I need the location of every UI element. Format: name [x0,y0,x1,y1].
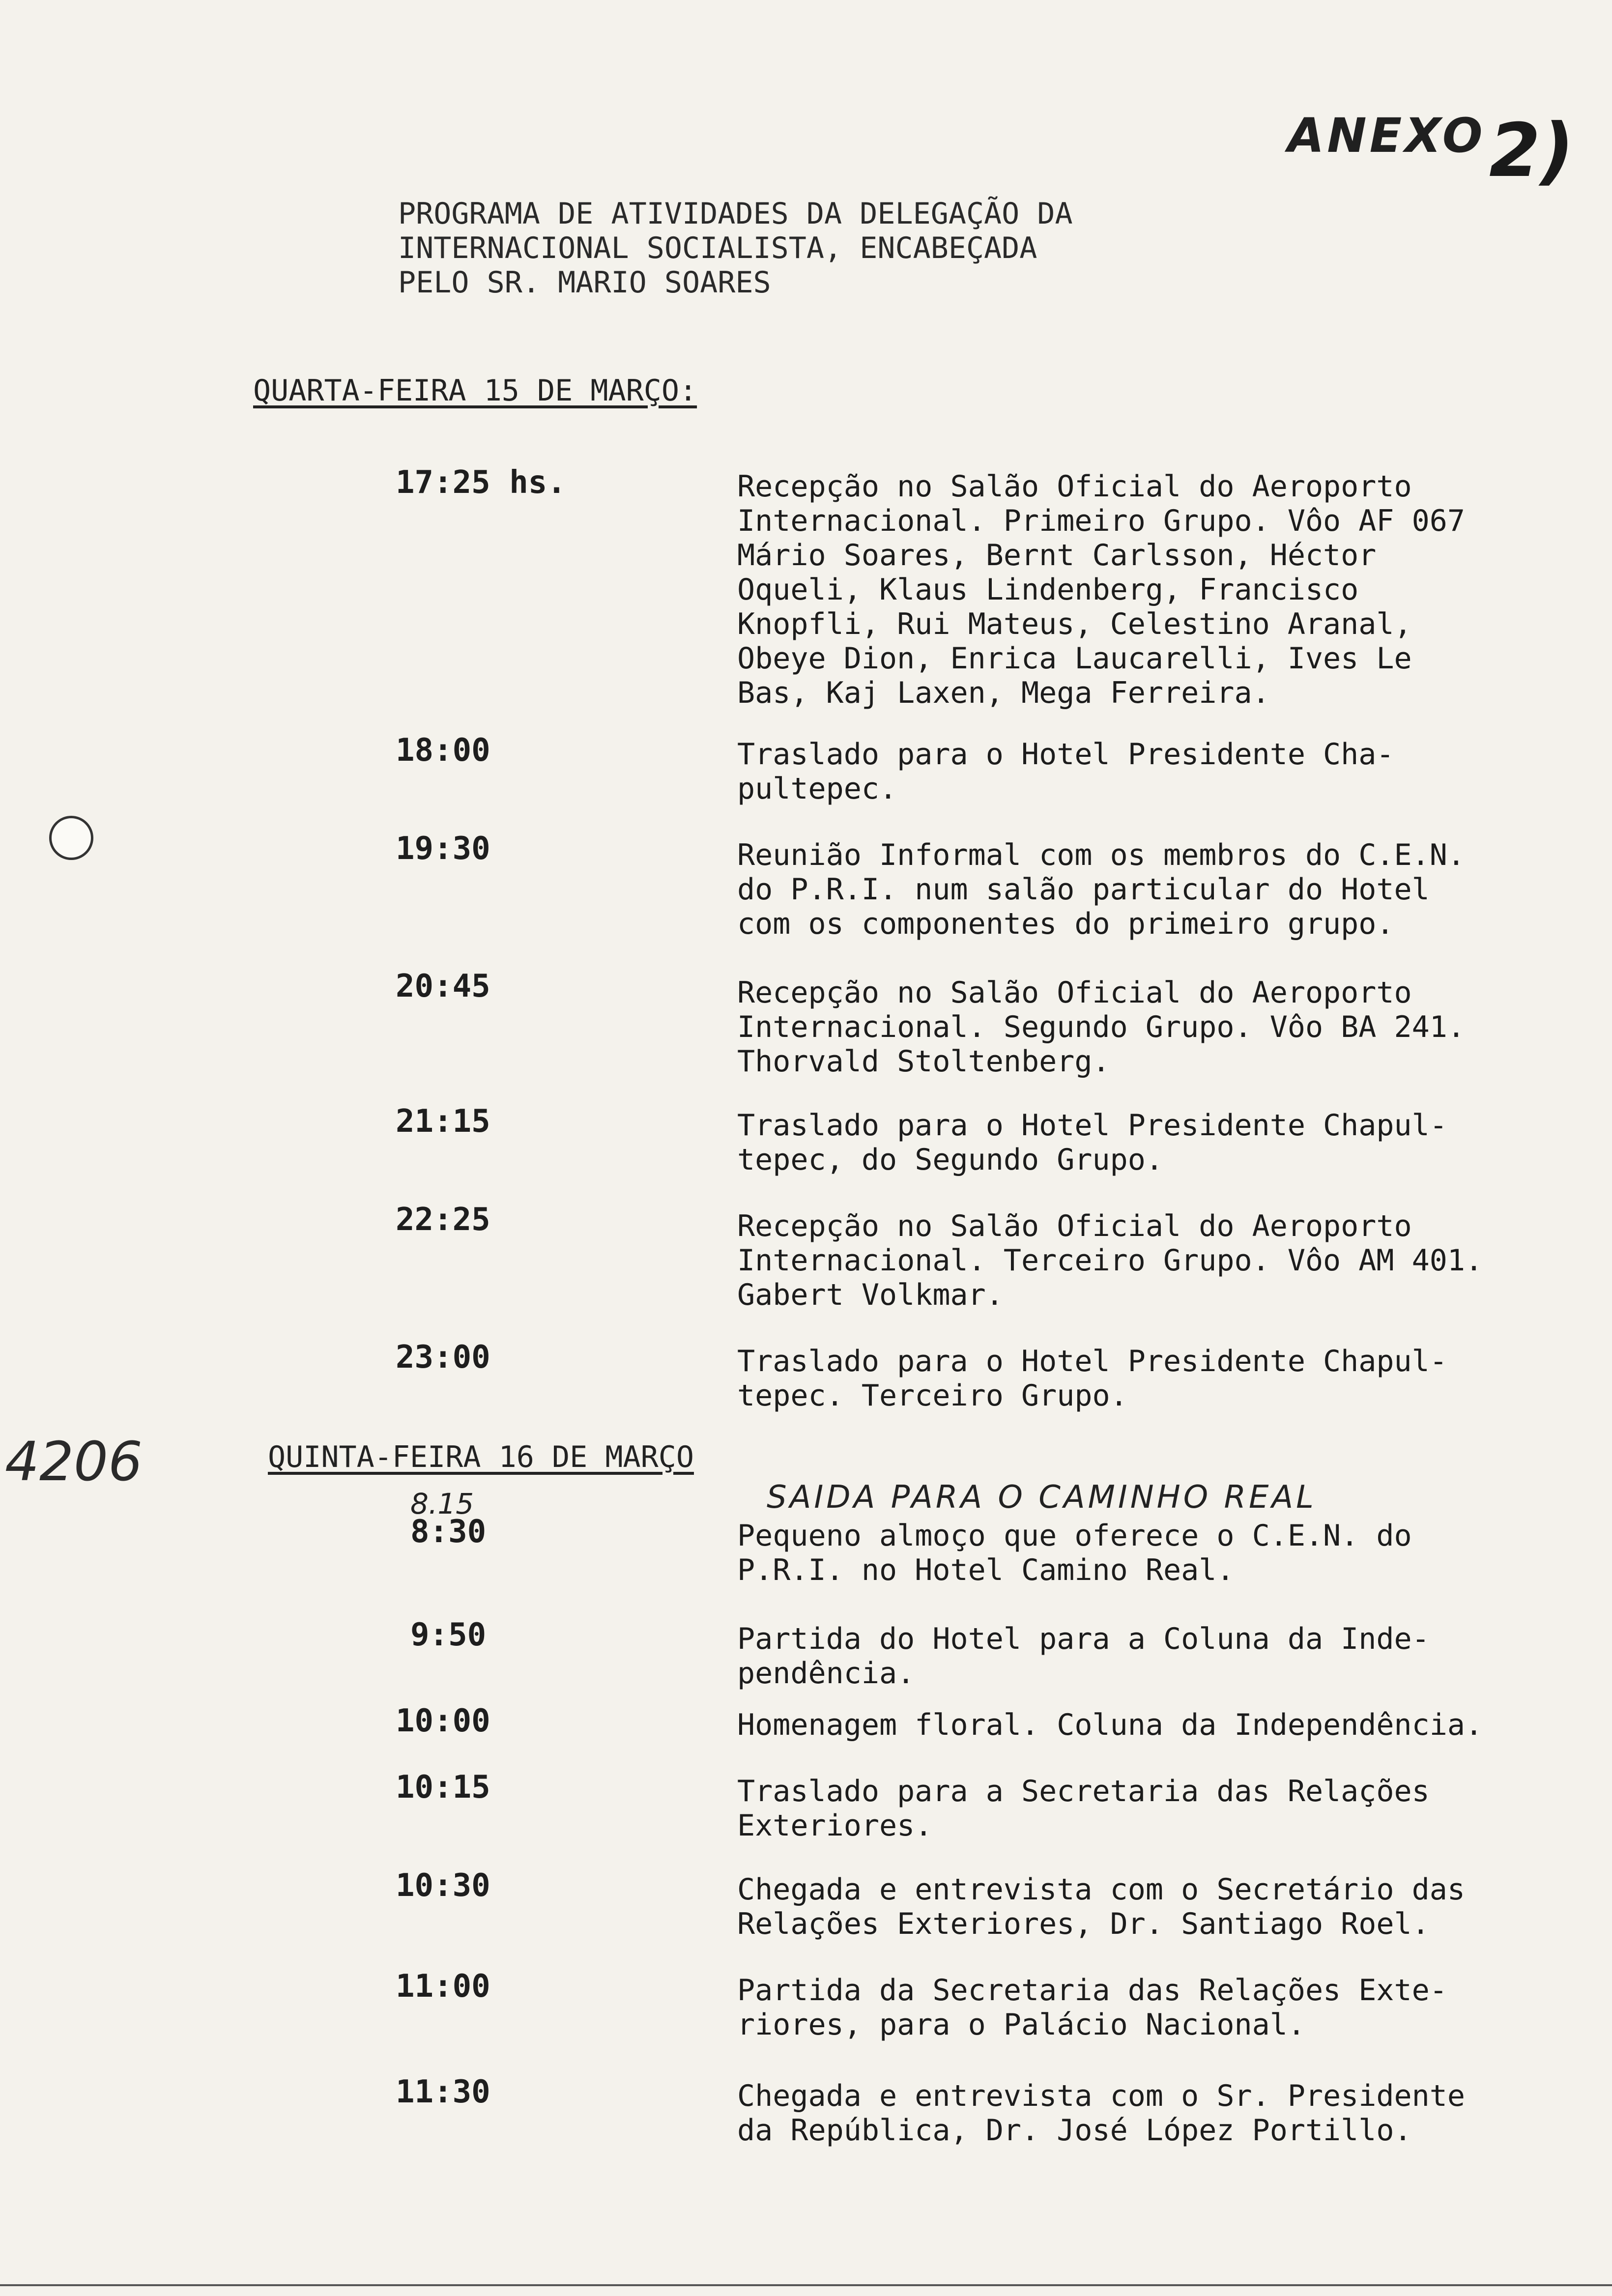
event-description: Recepção no Salão Oficial do Aeroporto Internacional. Segundo Grupo. Vôo BA 241. Thorvald Stoltenberg. [737,976,1466,1079]
event-description: Recepção no Salão Oficial do Aeroporto Internacional. Primeiro Grupo. Vôo AF 067 Mário Soares, Bernt Carlsson, Héctor Oqueli, Klaus Lindenberg, Francisco Knopfli, Rui Mateus, Celestino Aranal, Obeye Dion, Enrica Laucarelli, Ives Le Bas, Kaj Laxen, Mega Ferreira. [737,469,1466,710]
event-description: Recepção no Salão Oficial do Aeroporto Internacional. Terceiro Grupo. Vôo AM 401. Gabert Volkmar. [737,1209,1483,1312]
event-time: 21:15 [396,1103,490,1140]
event-description: Homenagem floral. Coluna da Independência. [737,1708,1483,1742]
event-description: Partida do Hotel para a Coluna da Inde- pendência. [737,1622,1430,1691]
event-description: Reunião Informal com os membros do C.E.N. do P.R.I. num salão particular do Hotel com os componentes do primeiro grupo. [737,838,1466,941]
program-title: PROGRAMA DE ATIVIDADES DA DELEGAÇÃO DA INTERNACIONAL SOCIALISTA, ENCABEÇADA PELO SR. MARIO SOARES [398,197,1073,300]
event-time: 20:45 [396,968,490,1004]
event-description: Traslado para o Hotel Presidente Chapul- tepec. Terceiro Grupo. [737,1344,1447,1413]
event-description: Traslado para a Secretaria das Relações Exteriores. [737,1774,1430,1843]
annex-number: 2) [1489,108,1574,194]
event-time: 11:30 [396,2074,490,2110]
margin-handwritten-number: 4206 [5,1430,143,1493]
event-description: Chegada e entrevista com o Sr. Presidente da República, Dr. José López Portillo. [737,2079,1466,2148]
event-description: Pequeno almoço que oferece o C.E.N. do P.R.I. no Hotel Camino Real. [737,1519,1412,1587]
bottom-edge-line [0,2284,1612,2286]
event-time: 23:00 [396,1339,490,1376]
punch-hole [49,816,93,860]
event-time: 22:25 [396,1202,490,1238]
event-time: 18:00 [396,732,490,769]
event-description: Traslado para o Hotel Presidente Chapul- tepec, do Segundo Grupo. [737,1108,1447,1177]
handwritten-note: SAIDA PARA O CAMINHO REAL [767,1479,1317,1516]
annex-label: ANEXO [1288,108,1486,163]
event-time: 10:15 [396,1769,490,1806]
event-time: 9:50 [410,1617,487,1653]
handwritten-time: 8.15 [410,1487,474,1521]
event-time: 10:30 [396,1867,490,1904]
event-time: 10:00 [396,1703,490,1739]
event-description: Traslado para o Hotel Presidente Cha- pultepec. [737,737,1394,806]
day-heading-thursday: QUINTA-FEIRA 16 DE MARÇO [268,1440,694,1474]
event-time: 8:30 [410,1514,487,1550]
event-time: 11:00 [396,1968,490,2005]
event-description: Partida da Secretaria das Relações Exte- riores, para o Palácio Nacional. [737,1973,1447,2042]
event-time: 19:30 [396,831,490,867]
day-heading-wednesday: QUARTA-FEIRA 15 DE MARÇO: [253,373,697,408]
event-time: 17:25 hs. [396,464,566,501]
event-description: Chegada e entrevista com o Secretário das Relações Exteriores, Dr. Santiago Roel. [737,1872,1466,1941]
